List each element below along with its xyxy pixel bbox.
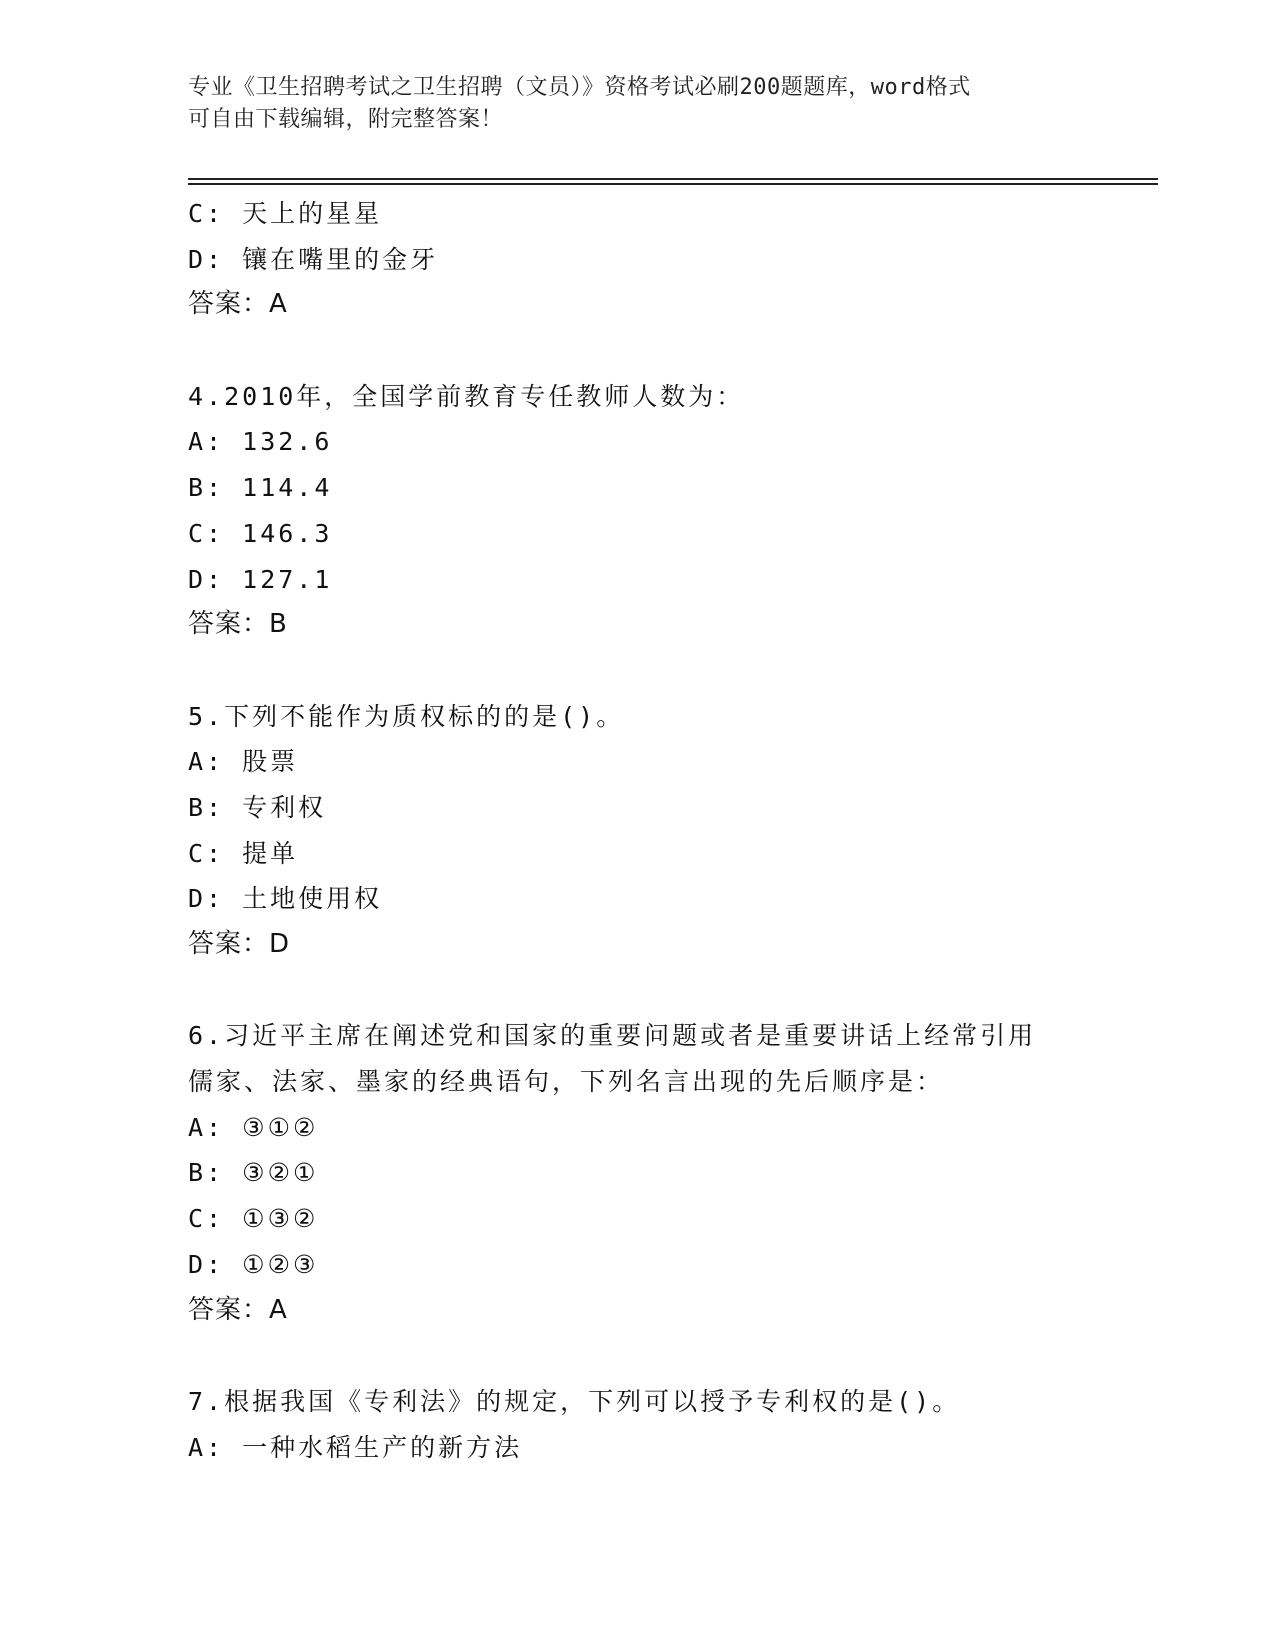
header-line-1: 专业《卫生招聘考试之卫生招聘（文员）》资格考试必刷200题题库，word格式 [188, 75, 971, 100]
option-d: D: 土地使用权 [188, 884, 383, 914]
option-b: B: 114.4 [188, 473, 333, 503]
option-a: A: 一种水稻生产的新方法 [188, 1432, 523, 1462]
answer-line: 答案：A [188, 289, 288, 320]
answer-line: 答案：A [188, 1294, 288, 1325]
answer-line: 答案：D [188, 929, 291, 959]
option-a: A: 股票 [188, 747, 299, 777]
question-stem: 5.下列不能作为质权标的的是()。 [188, 701, 625, 731]
spacer [188, 1333, 1148, 1379]
option-c: C: ①③② [188, 1204, 319, 1234]
question-5 [188, 694, 1148, 968]
question-7 [188, 1379, 1148, 1470]
option-b: B: ③②① [188, 1158, 319, 1188]
question-stem-line-1: 6.习近平主席在阐述党和国家的重要问题或者是重要讲话上经常引用 [188, 1021, 1037, 1051]
document-header [188, 72, 1088, 136]
question-stem-line-2: 儒家、法家、墨家的经典语句，下列名言出现的先后顺序是： [188, 1067, 945, 1097]
question-6 [188, 1013, 1148, 1333]
spacer [188, 968, 1148, 1014]
option-a: A: ③①② [188, 1112, 319, 1142]
question-stem: 7.根据我国《专利法》的规定，下列可以授予专利权的是()。 [188, 1386, 961, 1416]
option-c: C: 天上的星星 [188, 199, 383, 228]
option-d: D: 127.1 [188, 564, 333, 594]
answer-line: 答案：B [188, 609, 288, 640]
question-list [188, 191, 1148, 1470]
option-d: D: 镶在嘴里的金牙 [188, 244, 439, 274]
spacer [188, 328, 1148, 374]
divider-line-bottom [188, 183, 1158, 185]
divider-line-top [188, 178, 1158, 180]
header-divider [188, 178, 1158, 185]
question-stem: 4.2010年，全国学前教育专任教师人数为： [188, 381, 745, 411]
option-a: A: 132.6 [188, 427, 333, 457]
option-d: D: ①②③ [188, 1249, 319, 1279]
header-line-2: 可自由下载编辑，附完整答案！ [188, 107, 504, 132]
option-b: B: 专利权 [188, 792, 327, 822]
question-3-continued [188, 191, 1148, 328]
spacer [188, 648, 1148, 694]
question-4 [188, 374, 1148, 648]
option-c: C: 146.3 [188, 518, 333, 548]
option-c: C: 提单 [188, 838, 299, 868]
